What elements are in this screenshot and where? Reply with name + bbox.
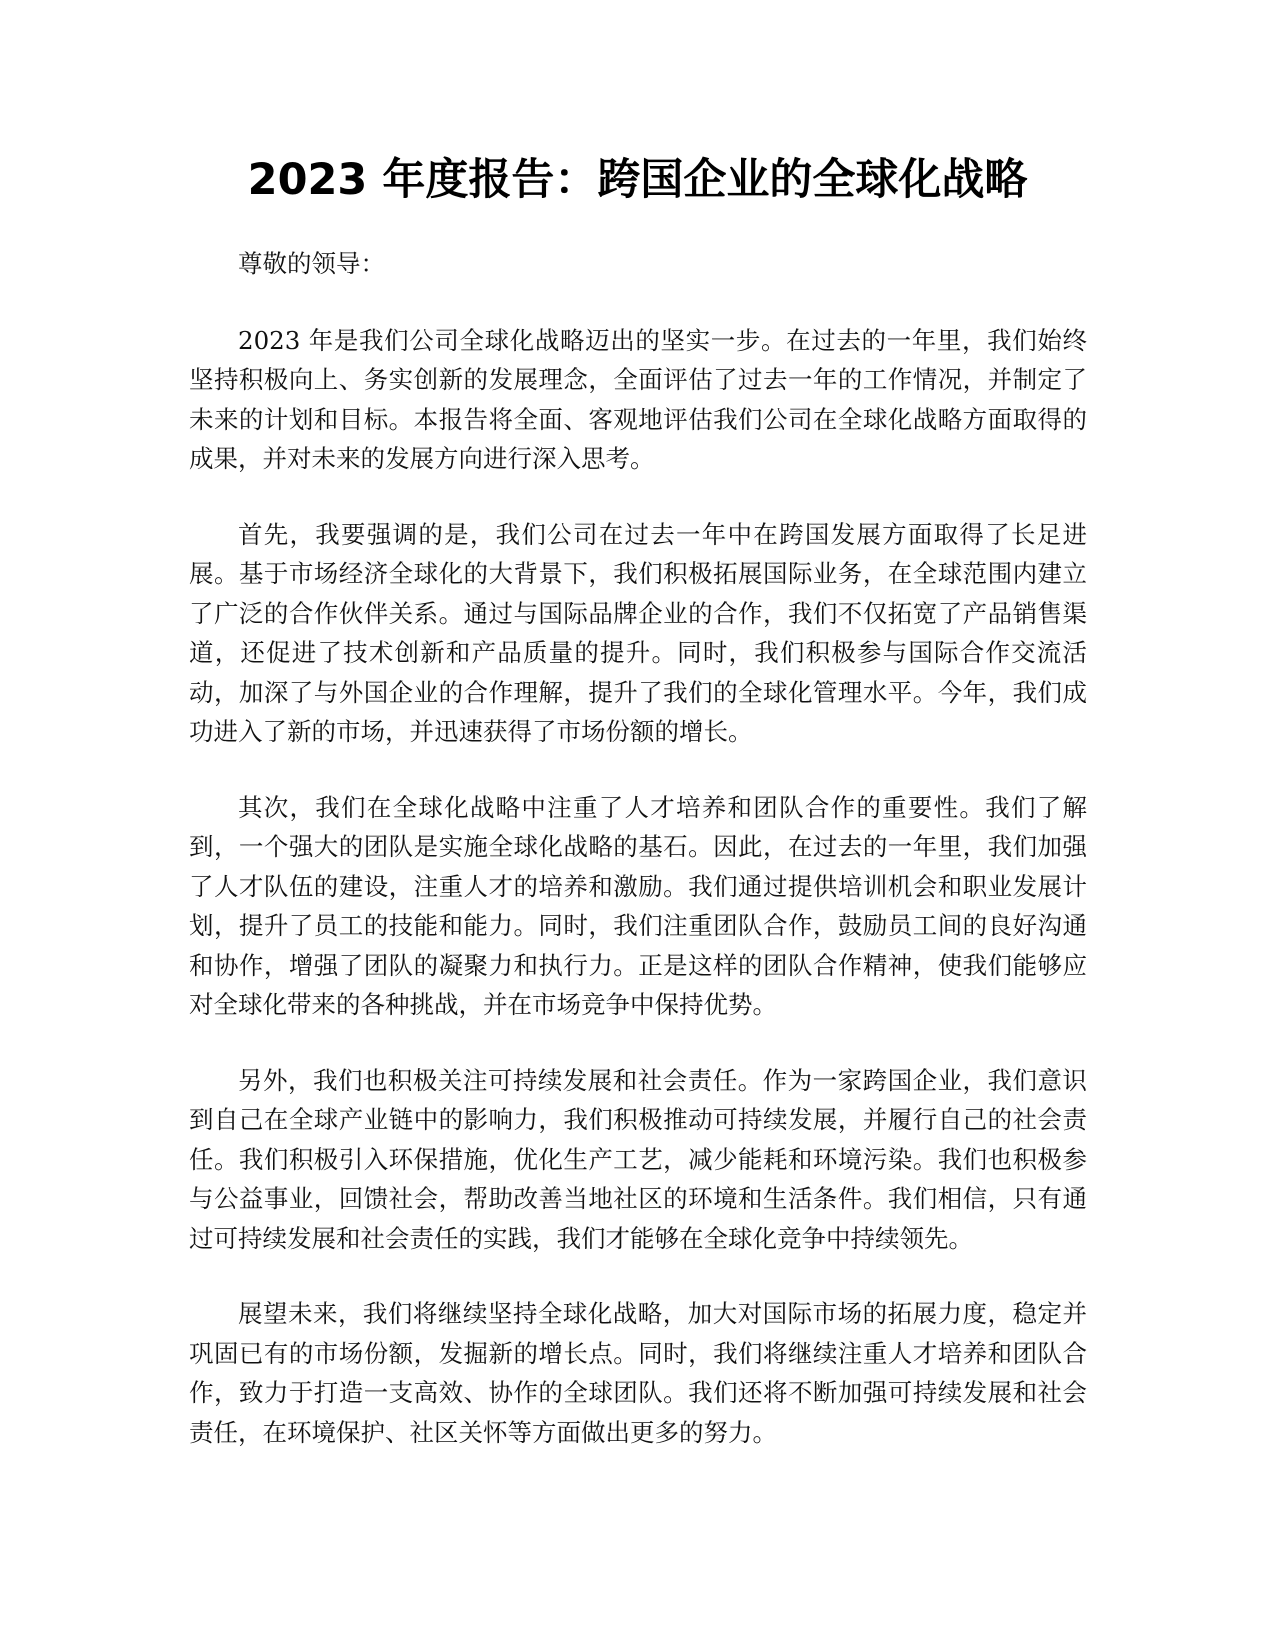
paragraph-sustainability: 另外，我们也积极关注可持续发展和社会责任。作为一家跨国企业，我们意识到自己在全球产业链中的影响力，我们积极推动可持续发展，并履行自己的社会责任。我们积极引入环保措施，优化生产工艺，减少能耗和环境污染。我们也积极参与公益事业，回馈社会，帮助改善当地社区的环境和生活条件。我们相信，只有通过可持续发展和社会责任的实践，我们才能够在全球化竞争中持续领先。: [189, 1065, 1087, 1253]
salutation: 尊敬的领导：: [238, 249, 385, 278]
paragraph-international-development: 首先，我要强调的是，我们公司在过去一年中在跨国发展方面取得了长足进展。基于市场经济全球化的大背景下，我们积极拓展国际业务，在全球范围内建立了广泛的合作伙伴关系。通过与国际品牌企业的合作，我们不仅拓宽了产品销售渠道，还促进了技术创新和产品质量的提升。同时，我们积极参与国际合作交流活动，加深了与外国企业的合作理解，提升了我们的全球化管理水平。今年，我们成功进入了新的市场，并迅速获得了市场份额的增长。: [189, 519, 1087, 746]
paragraph-talent-teamwork: 其次，我们在全球化战略中注重了人才培养和团队合作的重要性。我们了解到，一个强大的团队是实施全球化战略的基石。因此，在过去的一年里，我们加强了人才队伍的建设，注重人才的培养和激励。我们通过提供培训机会和职业发展计划，提升了员工的技能和能力。同时，我们注重团队合作，鼓励员工间的良好沟通和协作，增强了团队的凝聚力和执行力。正是这样的团队合作精神，使我们能够应对全球化带来的各种挑战，并在市场竞争中保持优势。: [189, 792, 1087, 1019]
paragraph-intro: 2023 年是我们公司全球化战略迈出的坚实一步。在过去的一年里，我们始终坚持积极向上、务实创新的发展理念，全面评估了过去一年的工作情况，并制定了未来的计划和目标。本报告将全面、客观地评估我们公司在全球化战略方面取得的成果，并对未来的发展方向进行深入思考。: [189, 325, 1087, 473]
document-title: 2023 年度报告：跨国企业的全球化战略: [247, 155, 1028, 205]
paragraph-outlook: 展望未来，我们将继续坚持全球化战略，加大对国际市场的拓展力度，稳定并巩固已有的市场份额，发掘新的增长点。同时，我们将继续注重人才培养和团队合作，致力于打造一支高效、协作的全球团队。我们还将不断加强可持续发展和社会责任，在环境保护、社区关怀等方面做出更多的努力。: [189, 1299, 1087, 1447]
document-body: [189, 244, 1087, 1488]
